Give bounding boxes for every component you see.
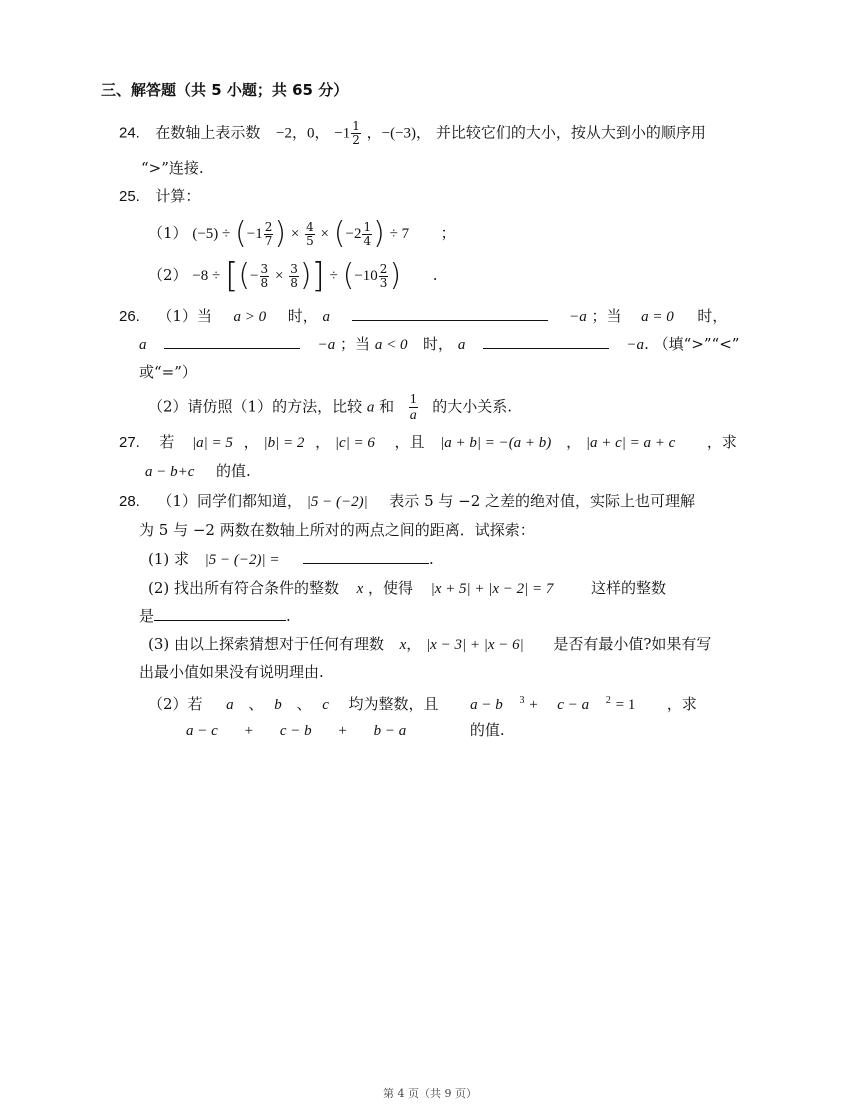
- q28-s2-line2: [139, 606, 291, 626]
- q28-s2: [148, 578, 666, 599]
- q27-qie: ，且: [394, 433, 425, 451]
- q27-c4: |a + b| = −(a + b): [440, 435, 552, 451]
- q25-p1-f2-den: 5: [306, 233, 314, 248]
- q26-blank-1[interactable]: [352, 306, 548, 321]
- q25-p2-f3-den: 3: [379, 275, 388, 290]
- q28-p2-s1: a − c: [186, 723, 218, 739]
- q26-part2: [148, 392, 512, 423]
- q26-var-a-2: a: [139, 337, 147, 353]
- q24-list: −2，0，: [276, 125, 330, 142]
- q24-number: 24.: [119, 124, 140, 142]
- q25-p2-label: （2）: [148, 266, 188, 284]
- q26-blank-2[interactable]: [164, 334, 300, 349]
- q26-neg-a-2: −a: [317, 337, 336, 353]
- q25-p2-f3-num: 2: [379, 261, 388, 276]
- q28-p2-b: b: [274, 697, 282, 713]
- q25-number: 25.: [119, 188, 140, 205]
- q28-s3-tail: 是否有最小值?如果有写: [553, 635, 712, 653]
- q24-mixed-number: [334, 120, 362, 147]
- q25-div: ÷: [329, 268, 338, 284]
- q26-part1-label: （1）当: [157, 307, 212, 325]
- q28-s2-expr: |x + 5| + |x − 2| = 7: [430, 581, 554, 597]
- q28-p2-c: c: [322, 697, 329, 713]
- q28-s2-text: ，使得: [368, 579, 414, 597]
- q24-mixed-den: 2: [352, 133, 360, 147]
- q28-number: 28.: [119, 493, 140, 510]
- q28-p2-plus: +: [529, 697, 538, 713]
- q25-p1-end: ÷ 7: [389, 226, 410, 242]
- q25-p1-f2-num: 4: [306, 219, 314, 234]
- q28-p2-line2: a − c + c − b + b − a 的值.: [186, 721, 505, 739]
- q24-text-c: “>”连接.: [141, 159, 204, 177]
- q27-c1: |a| = 5: [192, 435, 233, 451]
- q25-p1-f3-whole: −2: [345, 226, 362, 242]
- q28-s2-period: .: [286, 607, 291, 625]
- q28-s3-line2: 出最小值如果没有说明理由.: [139, 663, 324, 681]
- q28-p2-label: （2）若: [148, 695, 203, 713]
- q26-part2-tail: 的大小关系.: [432, 397, 513, 416]
- q26-when-2: 时，: [697, 307, 728, 325]
- q26-cond1: a > 0: [233, 309, 267, 325]
- q26-when-3: 时，: [423, 335, 454, 353]
- q25-p2-f1-den: 8: [260, 275, 269, 290]
- q26-neg-a-3: −a: [626, 337, 645, 353]
- q25-p2-f1-num: 3: [260, 261, 269, 276]
- q24-tail-expr: ，−(−3)，: [366, 125, 432, 142]
- section-title: 三、解答题（共 5 小题；共 65 分）: [101, 81, 349, 99]
- q28-p2-s2: c − b: [279, 723, 312, 739]
- q26-when-1: 时，: [287, 307, 318, 325]
- q28-s2-label: (2) 找出所有符合条件的整数: [148, 579, 340, 597]
- q25-part1: （1） (−5) ÷ (−1 $\frac{2}{7}$ ) × $\frac{4}{5}$ × (−2 $\frac{1}{4}$ ) ÷ 7 ；: [148, 216, 456, 251]
- q28-p2-e2: 2: [605, 695, 611, 706]
- q28-s2-shi: 是: [139, 607, 155, 625]
- q28-s2-blank[interactable]: [154, 606, 286, 621]
- q28-s1: [148, 549, 434, 570]
- q28-p2-qiu: ，求: [666, 695, 697, 713]
- q26-blank-3[interactable]: [483, 334, 609, 349]
- q25-times-3: ×: [274, 268, 284, 284]
- q25-part2: （2） −8 ÷ [(− $\frac{3}{8}$ × $\frac{3}{8}$ )] ÷ (−10 $\frac{2}{3}$ ) .: [148, 256, 438, 296]
- q25-p1-f1-num: 2: [264, 219, 273, 234]
- q28-s3-expr: |x − 3| + |x − 6|: [426, 637, 524, 653]
- q24-text-b: 并比较它们的大小，按从大到小的顺序用: [435, 123, 706, 142]
- q26-var-a-4: a: [366, 399, 375, 416]
- q28-p2-tail: 的值.: [469, 721, 505, 739]
- q28-s1-period: .: [429, 550, 434, 568]
- q28-p2-text: 均为整数，且: [348, 695, 439, 713]
- q28-p2-a: a: [226, 697, 234, 713]
- q26-cond3: a < 0: [374, 337, 408, 353]
- q28-s3-var: x: [399, 637, 407, 653]
- q25-p1-f3-num: 1: [363, 219, 372, 234]
- q28-p1-text-c: 为 5 与 −2 两数在数轴上所对的两点之间的距离．试探索：: [139, 521, 535, 539]
- q28-s1-label: (1) 求: [148, 550, 190, 568]
- q27-tail: 的值.: [215, 462, 251, 480]
- q25-p2-f2-den: 8: [290, 275, 298, 290]
- q28-p2-s3: b − a: [373, 723, 407, 739]
- q28-p2-line1: （2）若 a 、 b 、 c 均为整数，且 a − b $^3$ + c − a $^2$ = 1 ，求: [148, 695, 697, 713]
- q26-recip-num: 1: [409, 392, 417, 407]
- q28-line1: [119, 491, 695, 512]
- q28-s2-tail: 这样的整数: [591, 579, 667, 597]
- page-footer: 第 4 页（共 9 页）: [383, 1087, 477, 1100]
- q28-p1-text-b: 表示 5 与 −2 之差的绝对值，实际上也可理解: [389, 492, 696, 510]
- q27-line2: [145, 461, 251, 482]
- q26-part2-label: （2）请仿照（1）的方法，比较: [148, 397, 363, 416]
- q25-p2-f2-num: 3: [290, 261, 298, 276]
- q26-sep-1: ；当: [591, 307, 622, 325]
- q26-and: 和: [379, 397, 395, 416]
- q27-ruo: 若: [159, 433, 175, 451]
- q24-mixed-whole: −1: [334, 125, 351, 142]
- q28-s3-label: (3) 由以上探索猜想对于任何有理数: [148, 635, 385, 653]
- q27-c2: |b| = 2: [263, 435, 305, 451]
- q26-fill-note: （填“>”“<”: [653, 335, 740, 353]
- q25-p1-semicolon: ；: [440, 224, 456, 242]
- q25-times-1: ×: [290, 226, 300, 242]
- q25-p1-f3-den: 4: [363, 233, 372, 248]
- q26-sep-2: ；当: [340, 335, 371, 353]
- q27-qiu: ，求: [706, 433, 737, 451]
- q25-line1: [119, 186, 200, 207]
- q26-var-a-1: a: [322, 309, 331, 325]
- q26-neg-a-1: −a: [569, 309, 587, 325]
- q27-expr: a − b+c: [145, 464, 195, 480]
- q28-p2-eq: = 1: [615, 697, 636, 713]
- q25-times-2: ×: [320, 226, 330, 242]
- q28-s1-blank[interactable]: [303, 549, 429, 564]
- q26-recip-den: a: [409, 408, 417, 423]
- q26-fill-note2: 或“=”）: [139, 363, 197, 381]
- q27-number: 27.: [119, 434, 140, 451]
- q28-s2-var: x: [356, 581, 364, 597]
- q27-c3: |c| = 6: [334, 435, 375, 451]
- q26-var-a-3: a: [457, 337, 466, 353]
- q25-p2-f1-sign: −: [250, 268, 259, 284]
- q26-line2: a −a ；当 a < 0 时， a −a. （填“>”“<”: [139, 335, 740, 353]
- q25-p1-f1-den: 7: [264, 233, 273, 248]
- q25-p2-period: .: [432, 266, 438, 284]
- q28-p2-t1: a − b: [470, 697, 503, 713]
- q25-p1-start: (−5) ÷: [192, 226, 231, 242]
- q26-line1: [119, 306, 727, 327]
- q27-c5: |a + c| = a + c: [585, 435, 676, 451]
- q28-s3: (3) 由以上探索猜想对于任何有理数 x， |x − 3| + |x − 6| 是否有最小值?如果有写: [148, 635, 712, 653]
- q28-p1-text-a: （1）同学们都知道，: [157, 492, 302, 510]
- q26-number: 26.: [119, 308, 140, 325]
- q25-p2-start: −8 ÷: [192, 268, 221, 284]
- q25-p2-f3-whole: −10: [354, 268, 378, 284]
- q24-mixed-num: 1: [352, 119, 360, 133]
- q28-p2-e1: 3: [519, 695, 525, 706]
- q28-p1-abs: |5 − (−2)|: [306, 494, 368, 510]
- q25-title: 计算：: [155, 187, 201, 205]
- q25-p1-f1-whole: −1: [246, 226, 263, 242]
- q27-line1: 27. 若 |a| = 5 ， |b| = 2 ， |c| = 6 ，且 |a + b| = −(a + b) ， |a + c| = a + c ，求: [119, 433, 737, 451]
- q26-cond2: a = 0: [641, 309, 674, 325]
- q28-p2-t2: c − a: [557, 697, 590, 713]
- q24-line1: [119, 120, 706, 147]
- q24-text-a: 在数轴上表示数: [155, 123, 261, 142]
- q28-s1-expr: |5 − (−2)| =: [204, 552, 280, 568]
- q25-p1-label: （1）: [148, 224, 188, 242]
